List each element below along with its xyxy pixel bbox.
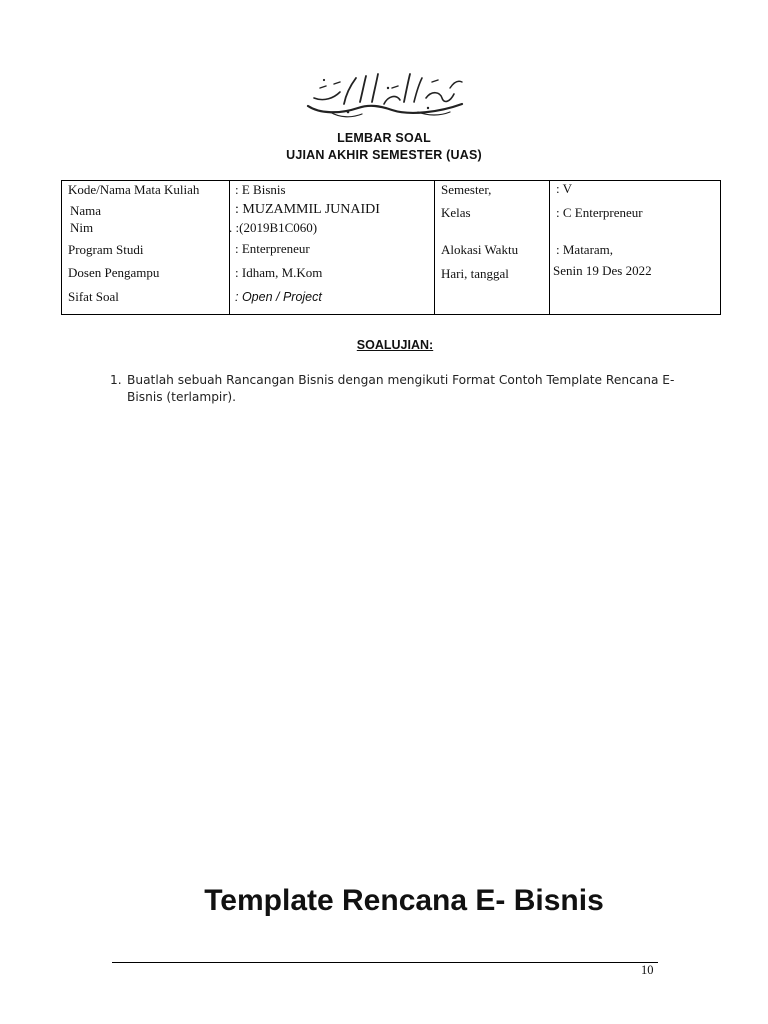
values-column	[230, 181, 435, 315]
info-table	[61, 180, 721, 315]
template-title: Template Rencana E- Bisnis	[204, 884, 604, 917]
nim-label: Nim	[70, 220, 94, 235]
nim-value: . :(2019B1C060)	[229, 220, 318, 235]
kode-value: : E Bisnis	[235, 182, 286, 197]
sifat-label: Sifat Soal	[68, 289, 119, 304]
soal-title: SOALUJIAN:	[356, 338, 434, 352]
prodi-label: Program Studi	[68, 242, 144, 257]
values-column-2	[550, 181, 721, 315]
document-heading: LEMBAR SOAL	[337, 131, 431, 145]
question-text: Buatlah sebuah Rancangan Bisnis dengan mengikuti Format Contoh Template Rencana E-Bisnis (terlampir).	[127, 373, 675, 404]
dosen-label: Dosen Pengampu	[68, 265, 160, 280]
question-item	[110, 372, 690, 406]
nama-value: : MUZAMMIL JUNAIDI	[235, 202, 380, 217]
document-subheading: UJIAN AKHIR SEMESTER (UAS)	[286, 148, 482, 162]
kelas-label: Kelas	[441, 205, 471, 220]
semester-value: : V	[556, 181, 573, 196]
kelas-value: : C Enterpreneur	[556, 205, 643, 220]
alokasi-value: : Mataram,	[556, 242, 614, 257]
nama-label: Nama	[70, 203, 102, 218]
footer-divider	[112, 962, 658, 963]
hari-value: Senin 19 Des 2022	[553, 263, 652, 278]
page-number: 10	[641, 963, 654, 977]
labels-column-2	[435, 181, 550, 315]
dosen-value: : Idham, M.Kom	[235, 265, 323, 280]
sifat-value: : Open / Project	[235, 290, 322, 304]
kode-label: Kode/Nama Mata Kuliah	[68, 182, 200, 197]
hari-label: Hari, tanggal	[441, 266, 509, 281]
labels-column	[62, 181, 230, 315]
alokasi-label: Alokasi Waktu	[441, 242, 519, 257]
bismillah-calligraphy	[300, 68, 470, 120]
question-number: 1.	[110, 373, 122, 387]
semester-label: Semester,	[441, 182, 492, 197]
prodi-value: : Enterpreneur	[235, 241, 310, 256]
